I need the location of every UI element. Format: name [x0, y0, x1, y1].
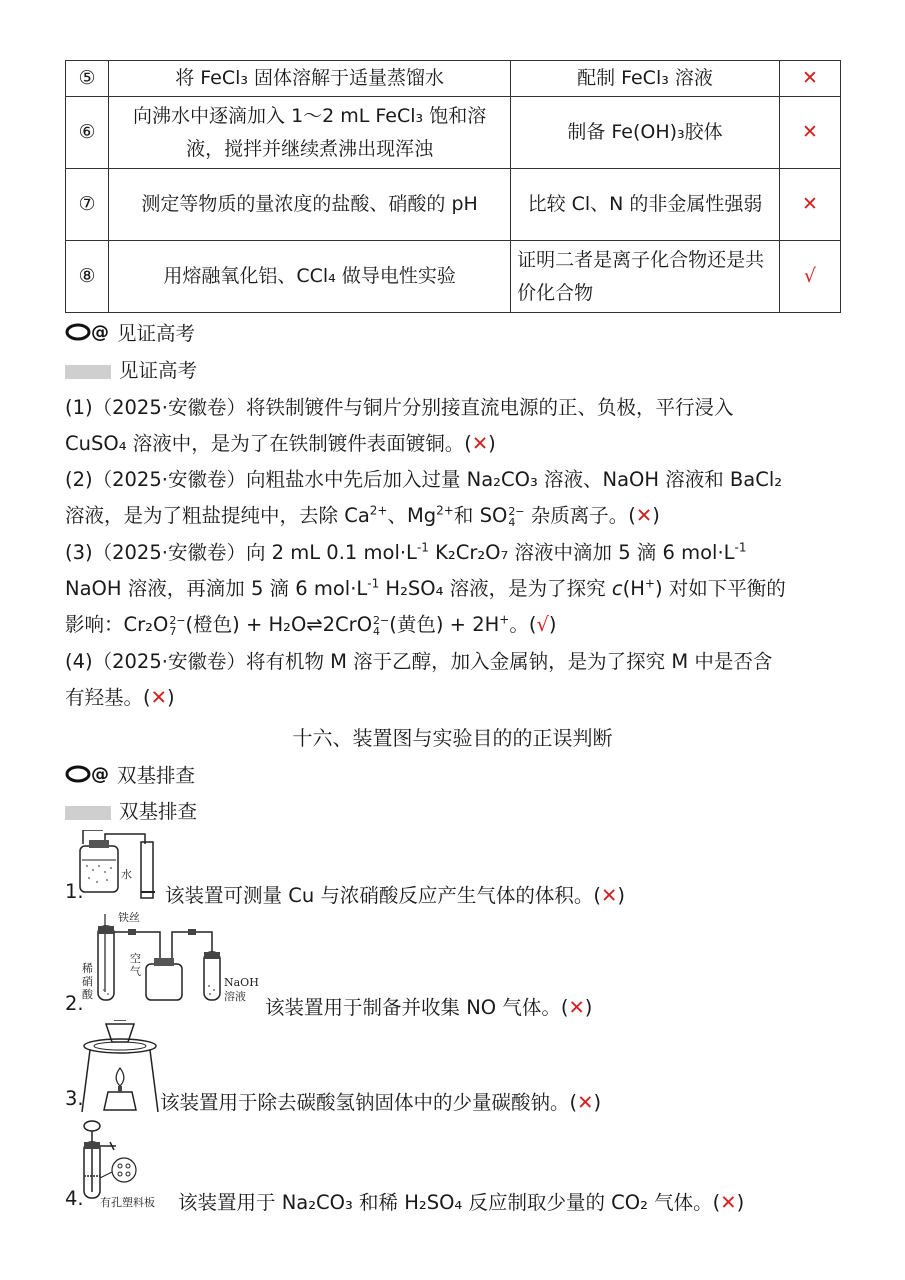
- row-number: ⑤: [66, 61, 109, 97]
- paren: ): [736, 1191, 745, 1214]
- item-text: (3)（2025·安徽卷）向 2 mL 0.1 mol·L: [65, 541, 417, 564]
- section-heading-text: 见证高考: [117, 322, 196, 345]
- item-text: 有羟基。(: [65, 686, 151, 709]
- paren: ): [652, 504, 660, 527]
- section-subheading-2: [65, 796, 197, 824]
- section-subheading-text: 双基排查: [119, 800, 198, 823]
- section-subheading-text: 见证高考: [119, 359, 198, 382]
- paren: ): [617, 884, 625, 907]
- item-3-line-3: [65, 609, 557, 637]
- item-3-line-2: [65, 573, 786, 601]
- item-text: 和 SO: [453, 504, 508, 527]
- ion-charge: [508, 506, 524, 528]
- figure-label: 空: [130, 952, 141, 965]
- paren: ): [166, 686, 175, 709]
- figure-label: 有孔塑料板: [100, 1196, 155, 1208]
- subscript: 4: [373, 624, 381, 638]
- section-subheading-1: [65, 355, 197, 383]
- cross-icon: ✕: [568, 996, 585, 1019]
- cross-icon: ✕: [600, 884, 618, 907]
- item-text: (H: [622, 577, 645, 600]
- question-number: 4.: [65, 1187, 84, 1210]
- superscript: 2+: [436, 503, 454, 518]
- item-text: (橙色) + H₂O⇌2CrO: [185, 613, 373, 636]
- at-sign-icon: [65, 323, 115, 341]
- ion-charge: [373, 615, 389, 637]
- svg-text:@: @: [91, 323, 109, 341]
- paren: ): [488, 432, 496, 455]
- row-result-check-icon: √: [779, 241, 840, 313]
- figure-label: 硝: [82, 975, 93, 988]
- question-2-text: [265, 992, 592, 1020]
- grey-bar-icon: [65, 806, 111, 820]
- row-goal: 比较 Cl、N 的非金属性强弱: [511, 169, 780, 241]
- superscript: -1: [416, 540, 429, 555]
- item-text: CuSO₄ 溶液中，是为了在铁制镀件表面镀铜。(: [65, 432, 472, 455]
- figure-label: 水: [121, 868, 132, 881]
- row-goal: 制备 Fe(OH)₃胶体: [511, 97, 780, 169]
- item-text: (黄色) + 2H: [389, 613, 500, 636]
- grey-bar-icon: [65, 365, 111, 379]
- gas-generator-apparatus-figure: [80, 1120, 176, 1208]
- row-operation: 测定等物质的量浓度的盐酸、硝酸的 pH: [109, 169, 511, 241]
- figure-label: 气: [130, 965, 141, 978]
- item-text: 该装置用于除去碳酸氢钠固体中的少量碳酸钠。(: [160, 1091, 578, 1114]
- section-heading-2: [65, 760, 195, 788]
- section-heading-1: [65, 318, 195, 346]
- check-icon: √: [536, 613, 549, 636]
- cross-icon: ✕: [471, 432, 489, 455]
- question-3-text: [160, 1087, 601, 1115]
- item-text: 该装置用于制备并收集 NO 气体。(: [265, 996, 569, 1019]
- paren: ): [593, 1091, 602, 1114]
- row-result-cross-icon: ✕: [779, 97, 840, 169]
- question-number: 3.: [65, 1087, 84, 1110]
- section-heading-text: 双基排查: [117, 764, 196, 787]
- item-2-line-2: [65, 500, 660, 528]
- subscript: 4: [508, 515, 516, 529]
- figure-label: 铁丝: [118, 912, 140, 924]
- row-number: ⑦: [66, 169, 109, 241]
- table-row: [66, 97, 841, 169]
- item-text: 。(: [509, 613, 537, 636]
- item-text: 、Mg: [387, 504, 437, 527]
- cross-icon: ✕: [150, 686, 167, 709]
- table-row: [66, 241, 841, 313]
- question-1-text: [165, 880, 625, 908]
- item-text: K₂Cr₂O₇ 溶液中滴加 5 滴 6 mol·L: [428, 541, 735, 564]
- row-result-cross-icon: ✕: [779, 169, 840, 241]
- table-row: [66, 61, 841, 97]
- item-text: ) 对如下平衡的: [654, 577, 786, 600]
- at-sign-icon: [65, 765, 115, 783]
- section-title-16: 十六、装置图与实验目的的正误判断: [292, 726, 613, 750]
- item-text: 影响：Cr₂O: [65, 613, 169, 636]
- cross-icon: ✕: [577, 1091, 594, 1114]
- row-goal: 配制 FeCl₃ 溶液: [511, 61, 780, 97]
- svg-text:@: @: [91, 765, 109, 783]
- row-number: ⑥: [66, 97, 109, 169]
- superscript: -1: [734, 540, 747, 555]
- item-text: 该装置可测量 Cu 与浓硝酸反应产生气体的体积。(: [165, 884, 601, 907]
- subscript: 7: [169, 624, 177, 638]
- cross-icon: ✕: [720, 1191, 737, 1214]
- row-operation: 将 FeCl₃ 固体溶解于适量蒸馏水: [109, 61, 511, 97]
- row-operation: 向沸水中逐滴加入 1～2 mL FeCl₃ 饱和溶液，搅拌并继续煮沸出现浑浊: [109, 97, 511, 169]
- item-text: 溶液，是为了粗盐提纯中，去除 Ca: [65, 504, 370, 527]
- figure-label: 溶液: [224, 990, 246, 1003]
- item-4-line-1: (4)（2025·安徽卷）将有机物 M 溶于乙醇，加入金属钠，是为了探究 M 中是否含: [65, 650, 773, 673]
- italic-c: c: [611, 577, 623, 600]
- table-row: [66, 169, 841, 241]
- charge: 2−: [169, 613, 186, 627]
- cross-icon: ✕: [635, 504, 653, 527]
- no-preparation-apparatus-figure: [80, 912, 260, 1007]
- item-text: 杂质离子。(: [524, 504, 636, 527]
- paren: ): [584, 996, 593, 1019]
- item-text: H₂SO₄ 溶液，是为了探究: [379, 577, 612, 600]
- superscript: -1: [367, 576, 380, 591]
- item-1-line-1: (1)（2025·安徽卷）将铁制镀件与铜片分别接直流电源的正、负极，平行浸入: [65, 396, 734, 419]
- item-2-line-1: (2)（2025·安徽卷）向粗盐水中先后加入过量 Na₂CO₃ 溶液、NaOH 溶液和 BaCl₂: [65, 468, 783, 491]
- question-4-text: [178, 1187, 744, 1215]
- item-3-line-1: [65, 537, 747, 565]
- row-operation: 用熔融氧化铝、CCl₄ 做导电性实验: [109, 241, 511, 313]
- paren: ): [548, 613, 557, 636]
- superscript: 2+: [369, 503, 388, 518]
- question-number: 2.: [65, 992, 84, 1015]
- row-result-cross-icon: ✕: [779, 61, 840, 97]
- superscript: +: [499, 612, 510, 627]
- ion-charge: [169, 615, 185, 637]
- item-text: NaOH 溶液，再滴加 5 滴 6 mol·L: [65, 577, 368, 600]
- charge: 2−: [508, 504, 525, 518]
- item-1-line-2: [65, 428, 496, 456]
- row-goal: 证明二者是离子化合物还是共价化合物: [511, 241, 780, 313]
- charge: 2−: [373, 613, 390, 627]
- heating-crucible-apparatus-figure: [78, 1020, 162, 1115]
- question-number: 1.: [65, 880, 84, 903]
- judgement-table: [65, 60, 841, 313]
- figure-label: 稀: [82, 962, 93, 975]
- row-number: ⑧: [66, 241, 109, 313]
- figure-label: NaOH: [224, 976, 259, 989]
- item-4-line-2: [65, 682, 175, 710]
- item-text: 该装置用于 Na₂CO₃ 和稀 H₂SO₄ 反应制取少量的 CO₂ 气体。(: [178, 1191, 721, 1214]
- gas-collection-apparatus-figure: [75, 830, 165, 900]
- superscript: +: [644, 576, 655, 591]
- figure-label: 酸: [82, 988, 93, 1001]
